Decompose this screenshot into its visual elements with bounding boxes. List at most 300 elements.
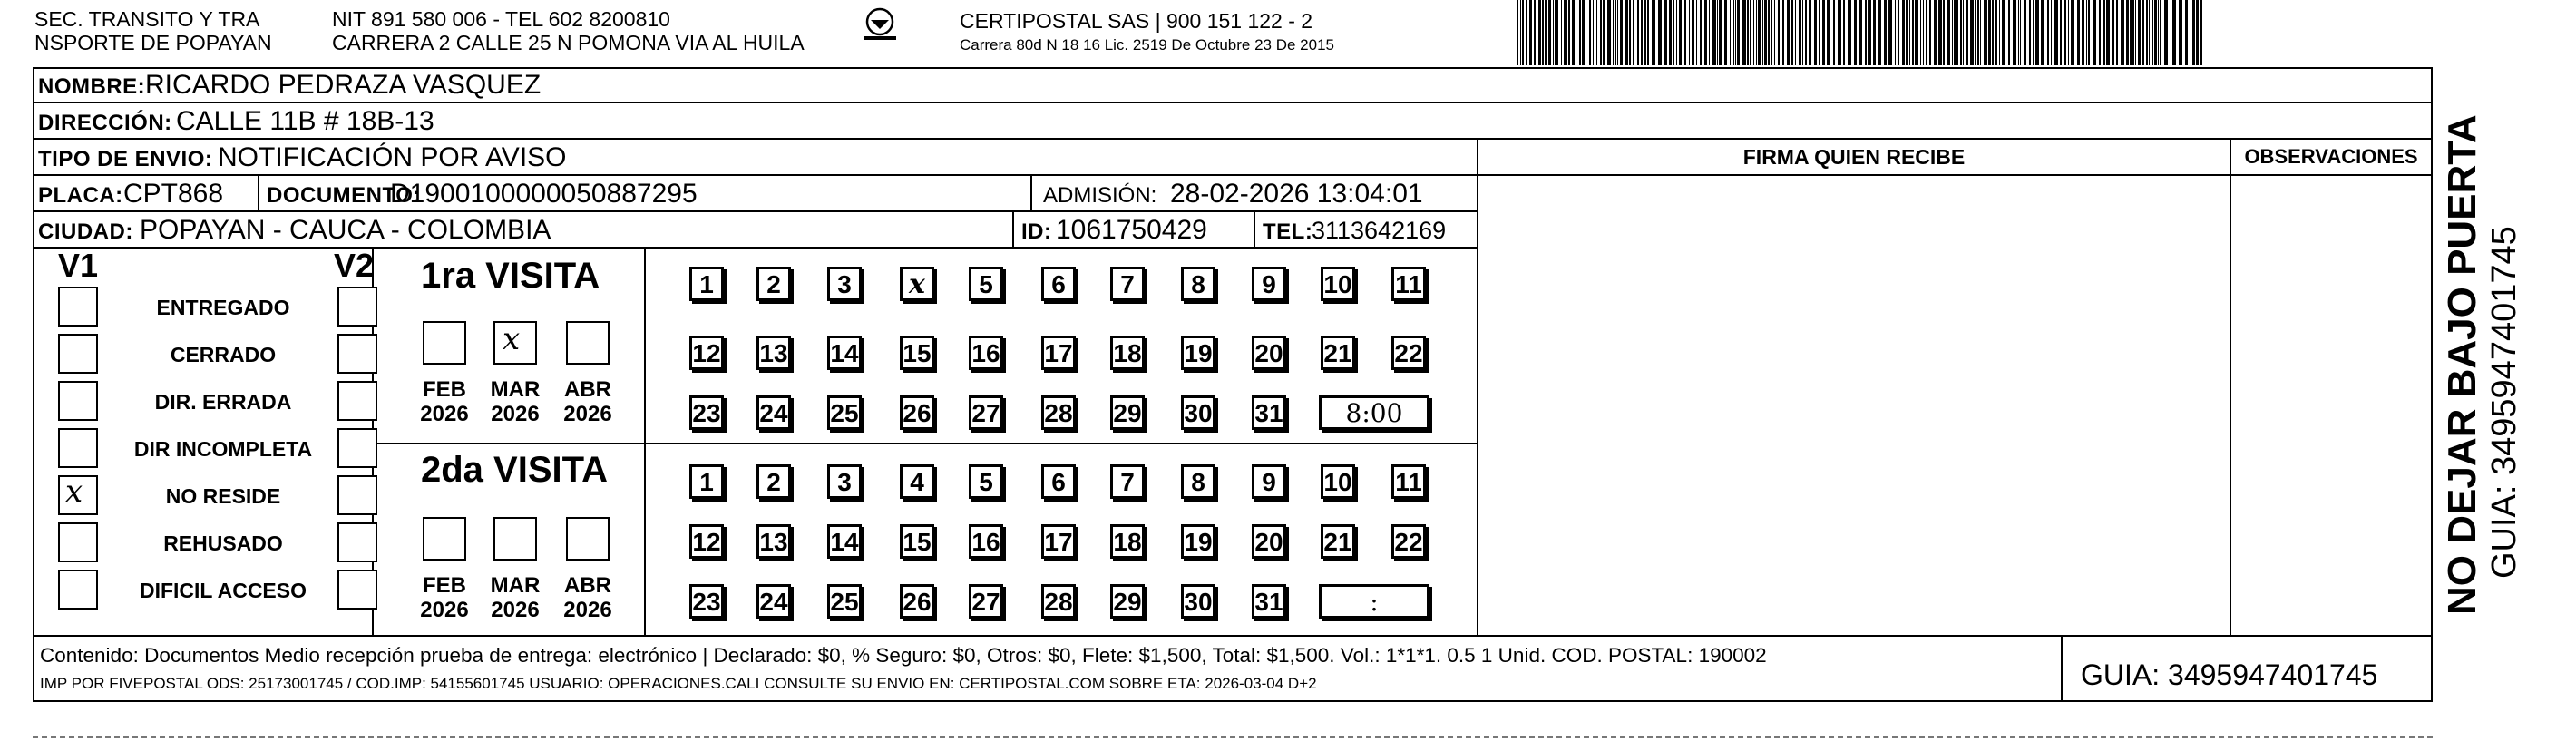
divider [1030, 176, 1032, 212]
barcode-bar [1906, 0, 1908, 65]
visit2-day-box[interactable]: 16 [969, 524, 1003, 559]
barcode-bar [1607, 0, 1611, 65]
visit2-day-box[interactable]: 31 [1252, 584, 1286, 619]
v2-checkbox[interactable] [337, 522, 377, 562]
v1-checkbox[interactable] [58, 334, 98, 374]
visit1-day-box[interactable]: 9 [1252, 267, 1286, 301]
visit2-month-label [488, 573, 542, 622]
barcode-bar [2088, 0, 2090, 65]
barcode-bar [1673, 0, 1674, 65]
visit1-title: 1ra VISITA [421, 256, 600, 296]
barcode-bar [1822, 0, 1825, 65]
visit1-day-box[interactable]: 22 [1391, 336, 1426, 370]
barcode-bar [1802, 0, 1803, 65]
row-ciudad [33, 212, 1477, 249]
visit2-day-box[interactable]: 26 [900, 584, 934, 619]
visit1-day-box[interactable]: 21 [1321, 336, 1355, 370]
barcode-bar [2068, 0, 2069, 65]
visit1-day-box[interactable]: 16 [969, 336, 1003, 370]
barcode-bar [1795, 0, 1796, 65]
visit2-day-box[interactable]: 17 [1041, 524, 1076, 559]
visit2-day-box[interactable]: 14 [827, 524, 862, 559]
visit1-month-label [417, 377, 472, 426]
barcode-bar [1848, 0, 1851, 65]
v1-checkbox[interactable] [58, 287, 98, 327]
visit2-day-box[interactable]: 2 [756, 464, 791, 499]
barcode-bar [1692, 0, 1694, 65]
barcode-bar [2029, 0, 2031, 65]
barcode-bar [2024, 0, 2026, 65]
barcode [1517, 0, 2206, 65]
barcode-bar [1641, 0, 1643, 65]
barcode-bar [1526, 0, 1527, 65]
v1-checkbox[interactable] [58, 475, 98, 515]
visit1-day-box[interactable]: 19 [1181, 336, 1215, 370]
barcode-bar [1712, 0, 1716, 65]
barcode-bar [2158, 0, 2159, 65]
barcode-bar [2132, 0, 2134, 65]
barcode-bar [2196, 0, 2199, 65]
status-label: DIR. ERRADA [154, 390, 292, 414]
barcode-bar [1629, 0, 1631, 65]
barcode-bar [1938, 0, 1942, 65]
row-tipo [33, 140, 1477, 176]
v2-checkbox[interactable] [337, 381, 377, 421]
v2-checkbox[interactable] [337, 570, 377, 610]
divider [1477, 176, 1478, 635]
nombre-label: NOMBRE: [38, 74, 146, 99]
visit2-day-box[interactable]: 8 [1181, 464, 1215, 499]
barcode-bar [2112, 0, 2113, 65]
visit1-day-box[interactable]: 25 [827, 395, 862, 430]
barcode-bar [2020, 0, 2021, 65]
visit2-day-box[interactable]: 29 [1110, 584, 1145, 619]
barcode-bar [1984, 0, 1987, 65]
visit1-day-box[interactable]: 18 [1110, 336, 1145, 370]
barcode-bar [1522, 0, 1524, 65]
visit2-day-box[interactable]: 12 [689, 524, 724, 559]
barcode-bar [1878, 0, 1881, 65]
barcode-bar [2002, 0, 2005, 65]
tel-value: 3113642169 [1312, 217, 1447, 244]
visit2-day-box[interactable]: 25 [827, 584, 862, 619]
barcode-bar [1868, 0, 1871, 65]
visit2-day-box[interactable]: 6 [1041, 464, 1076, 499]
barcode-bar [1799, 0, 1800, 65]
barcode-bar [1545, 0, 1547, 65]
barcode-bar [2033, 0, 2034, 65]
visit2-day-box[interactable]: 15 [900, 524, 934, 559]
visit2-month-checkbox[interactable] [566, 517, 610, 561]
firma-header: FIRMA QUIEN RECIBE [1477, 140, 2231, 176]
barcode-bar [1956, 0, 1958, 65]
visit2-day-box[interactable]: 4 [900, 464, 934, 499]
barcode-bar [1898, 0, 1899, 65]
visit2-day-box[interactable]: 11 [1391, 464, 1426, 499]
visit1-day-box-checked[interactable] [900, 267, 934, 301]
barcode-bar [1719, 0, 1722, 65]
ciudad-label: CIUDAD: [38, 219, 133, 244]
placa-value: CPT868 [123, 179, 224, 209]
divider [2061, 637, 2063, 702]
tipo-value: NOTIFICACIÓN POR AVISO [218, 142, 567, 172]
barcode-bar [2064, 0, 2066, 65]
barcode-bar [2054, 0, 2058, 65]
month-year: 2026 [491, 402, 540, 426]
barcode-bar [1644, 0, 1646, 65]
barcode-bar [2103, 0, 2105, 65]
visit2-day-box[interactable]: 5 [969, 464, 1003, 499]
month-name: MAR [490, 573, 541, 598]
barcode-bar [1929, 0, 1931, 65]
barcode-bar [1963, 0, 1964, 65]
barcode-bar [1572, 0, 1575, 65]
status-label: DIFICIL ACCESO [139, 579, 307, 602]
barcode-bar [1704, 0, 1707, 65]
documento-label: DOCUMENTO: [267, 183, 421, 208]
barcode-bar [1992, 0, 1994, 65]
visit1-day-box[interactable]: 1 [689, 267, 724, 301]
barcode-bar [2018, 0, 2019, 65]
barcode-bar [2172, 0, 2176, 65]
barcode-bar [2149, 0, 2150, 65]
visit2-day-box[interactable]: 18 [1110, 524, 1145, 559]
barcode-bar [1750, 0, 1751, 65]
month-name: FEB [423, 377, 466, 402]
barcode-bar [2192, 0, 2195, 65]
check-mark-icon: x [65, 473, 83, 510]
visit1-day-box[interactable]: 31 [1252, 395, 1286, 430]
v2-header: V2 [334, 247, 375, 284]
v2-checkbox[interactable] [337, 428, 377, 468]
id-value: 1061750429 [1056, 215, 1207, 245]
barcode-bar [1859, 0, 1862, 65]
sender-line-2: NSPORTE DE POPAYAN [34, 31, 272, 54]
visit2-day-box[interactable]: 3 [827, 464, 862, 499]
barcode-bar [1791, 0, 1793, 65]
ciudad-value: POPAYAN - CAUCA - COLOMBIA [140, 215, 551, 245]
barcode-bar [1778, 0, 1780, 65]
barcode-bar [1782, 0, 1784, 65]
barcode-bar [1658, 0, 1662, 65]
barcode-bar [1617, 0, 1618, 65]
barcode-bar [1915, 0, 1918, 65]
status-label: ENTREGADO [156, 296, 290, 319]
divider [258, 176, 259, 212]
barcode-bar [1669, 0, 1672, 65]
visit1-month-checkbox[interactable] [566, 321, 610, 365]
direccion-label: DIRECCIÓN: [38, 111, 172, 135]
barcode-bar [2121, 0, 2124, 65]
observaciones-header: OBSERVACIONES [2230, 140, 2433, 176]
month-name: ABR [564, 573, 611, 598]
barcode-bar [1995, 0, 1997, 65]
barcode-bar [1809, 0, 1811, 65]
barcode-bar [1895, 0, 1896, 65]
row-nombre [33, 67, 2433, 103]
barcode-bar [1689, 0, 1690, 65]
barcode-bar [2060, 0, 2062, 65]
barcode-bar [1943, 0, 1945, 65]
barcode-bar [1762, 0, 1763, 65]
v2-checkbox[interactable] [337, 334, 377, 374]
barcode-bar [1923, 0, 1924, 65]
barcode-bar [1934, 0, 1937, 65]
visit1-day-box[interactable]: 30 [1181, 395, 1215, 430]
barcode-bar [1529, 0, 1532, 65]
barcode-bar [1912, 0, 1914, 65]
barcode-bar [2113, 0, 2114, 65]
barcode-bar [1579, 0, 1581, 65]
courier-name: CERTIPOSTAL SAS | 900 151 122 - 2 [960, 9, 1313, 33]
barcode-bar [1724, 0, 1727, 65]
barcode-bar [1737, 0, 1740, 65]
visit2-day-box[interactable]: 23 [689, 584, 724, 619]
barcode-bar [1548, 0, 1551, 65]
v1-checkbox[interactable] [58, 428, 98, 468]
visit1-month-checkbox[interactable] [493, 321, 537, 365]
barcode-bar [1561, 0, 1562, 65]
visit1-day-box[interactable]: 11 [1391, 267, 1426, 301]
visit2-month-label [417, 573, 472, 622]
divider [1012, 212, 1014, 249]
status-label: CERRADO [170, 343, 277, 366]
visit2-day-box[interactable]: 13 [756, 524, 791, 559]
barcode-bar [1999, 0, 2000, 65]
barcode-bar [1838, 0, 1841, 65]
barcode-bar [1768, 0, 1770, 65]
barcode-bar [1926, 0, 1927, 65]
barcode-bar [2106, 0, 2110, 65]
barcode-bar [1902, 0, 1905, 65]
visit1-day-box[interactable]: 15 [900, 336, 934, 370]
barcode-bar [1827, 0, 1830, 65]
visit1-day-box[interactable]: 3 [827, 267, 862, 301]
visit2-title: 2da VISITA [421, 450, 608, 490]
barcode-bar [1613, 0, 1614, 65]
visit2-day-box[interactable]: 7 [1110, 464, 1145, 499]
visit2-day-box[interactable]: 19 [1181, 524, 1215, 559]
barcode-bar [1679, 0, 1682, 65]
visit2-month-checkbox[interactable] [423, 517, 466, 561]
barcode-bar [1873, 0, 1876, 65]
visit1-day-box[interactable]: 7 [1110, 267, 1145, 301]
visit1-day-box[interactable]: 14 [827, 336, 862, 370]
barcode-bar [2179, 0, 2182, 65]
barcode-bar [1568, 0, 1570, 65]
barcode-bar [1764, 0, 1767, 65]
divider [2431, 103, 2433, 702]
barcode-bar [1520, 0, 1521, 65]
barcode-bar [2041, 0, 2044, 65]
barcode-bar [1664, 0, 1667, 65]
visit1-day-box[interactable]: 29 [1110, 395, 1145, 430]
barcode-bar [1814, 0, 1817, 65]
visit2-day-box[interactable]: 20 [1252, 524, 1286, 559]
barcode-bar [2116, 0, 2118, 65]
visit1-time-box[interactable]: 8:00 [1319, 395, 1429, 430]
barcode-bar [1954, 0, 1956, 65]
barcode-bar [2130, 0, 2132, 65]
barcode-bar [1589, 0, 1591, 65]
barcode-bar [1676, 0, 1677, 65]
month-year: 2026 [420, 598, 469, 622]
id-label: ID: [1021, 219, 1052, 244]
barcode-bar [2077, 0, 2080, 65]
barcode-bar [1652, 0, 1655, 65]
visit1-day-box[interactable]: 10 [1321, 267, 1355, 301]
barcode-bar [1787, 0, 1790, 65]
tipo-label: TIPO DE ENVIO: [38, 147, 213, 171]
barcode-bar [1952, 0, 1953, 65]
barcode-bar [2135, 0, 2136, 65]
visit1-month-label [488, 377, 542, 426]
barcode-bar [1960, 0, 1962, 65]
divider [2230, 176, 2231, 635]
visit1-day-box[interactable]: 27 [969, 395, 1003, 430]
barcode-bar [1564, 0, 1567, 65]
visit1-day-box[interactable]: 23 [689, 395, 724, 430]
barcode-bar [2142, 0, 2144, 65]
barcode-bar [1555, 0, 1558, 65]
barcode-bar [1717, 0, 1718, 65]
visit1-month-checkbox[interactable] [423, 321, 466, 365]
barcode-bar [1966, 0, 1968, 65]
visit1-day-box[interactable]: 2 [756, 267, 791, 301]
barcode-bar [2051, 0, 2052, 65]
barcode-bar [1684, 0, 1686, 65]
barcode-bar [2071, 0, 2074, 65]
barcode-bar [1833, 0, 1835, 65]
month-year: 2026 [420, 402, 469, 426]
barcode-bar [1854, 0, 1857, 65]
v1-checkbox[interactable] [58, 381, 98, 421]
visit2-time-box[interactable]: : [1319, 584, 1429, 619]
barcode-bar [1988, 0, 1991, 65]
visit2-day-box[interactable]: 21 [1321, 524, 1355, 559]
visit1-day-box[interactable]: 5 [969, 267, 1003, 301]
barcode-bar [1620, 0, 1623, 65]
barcode-bar [1733, 0, 1734, 65]
v1-checkbox[interactable] [58, 522, 98, 562]
sender-address: CARRERA 2 CALLE 25 N POMONA VIA AL HUILA [332, 31, 805, 54]
v2-checkbox[interactable] [337, 287, 377, 327]
barcode-bar [2138, 0, 2141, 65]
barcode-bar [1633, 0, 1634, 65]
month-name: MAR [490, 377, 541, 402]
footer-guia: GUIA: 3495947401745 [2081, 658, 2378, 691]
v1-header: V1 [58, 247, 99, 284]
barcode-bar [1970, 0, 1974, 65]
barcode-bar [1730, 0, 1731, 65]
visit2-day-box[interactable]: 1 [689, 464, 724, 499]
visit1-day-box[interactable]: 12 [689, 336, 724, 370]
visit1-day-box[interactable]: 8 [1181, 267, 1215, 301]
sender-nit: NIT 891 580 006 - TEL 602 8200810 [332, 7, 670, 31]
barcode-bar [1819, 0, 1820, 65]
barcode-bar [1637, 0, 1639, 65]
visit2-day-box[interactable]: 9 [1252, 464, 1286, 499]
barcode-bar [1553, 0, 1554, 65]
visit1-day-box[interactable]: 26 [900, 395, 934, 430]
row-direccion [33, 103, 2433, 140]
divider [374, 443, 1477, 444]
barcode-bar [1771, 0, 1772, 65]
visit1-day-box[interactable]: 24 [756, 395, 791, 430]
visit2-day-box[interactable]: 10 [1321, 464, 1355, 499]
visit1-day-box[interactable]: 17 [1041, 336, 1076, 370]
barcode-bar [1756, 0, 1757, 65]
nombre-value: RICARDO PEDRAZA VASQUEZ [145, 70, 542, 100]
visit2-month-checkbox[interactable] [493, 517, 537, 561]
visit2-day-box[interactable]: 22 [1391, 524, 1426, 559]
barcode-bar [2082, 0, 2084, 65]
direccion-value: CALLE 11B # 18B-13 [176, 106, 434, 136]
barcode-bar [1977, 0, 1979, 65]
barcode-bar [1538, 0, 1541, 65]
barcode-bar [2146, 0, 2148, 65]
admision-value: 28-02-2026 13:04:01 [1170, 179, 1423, 209]
visit1-day-box[interactable]: 6 [1041, 267, 1076, 301]
barcode-bar [1865, 0, 1867, 65]
barcode-bar [1800, 0, 1801, 65]
visit2-day-box[interactable]: 30 [1181, 584, 1215, 619]
barcode-bar [1735, 0, 1736, 65]
check-mark-icon: x [909, 268, 925, 300]
barcode-bar [1753, 0, 1754, 65]
barcode-bar [1805, 0, 1807, 65]
barcode-bar [1625, 0, 1628, 65]
no-dejar-bajo-puerta: NO DEJAR BAJO PUERTA [2440, 114, 2484, 615]
certipostal-logo-icon [862, 5, 898, 42]
footer-contenido: Contenido: Documentos Medio recepción prueba de entrega: electrónico | Declarado: $0, % Seguro: $0, Otros: $0, Flete: $1,500, Total: $1,500. Vol.: 1*1*1. 0.5 1 Unid. COD. POSTAL: 190002 [40, 644, 1767, 667]
barcode-bar [1843, 0, 1845, 65]
row-placa [33, 176, 1477, 212]
barcode-bar [2008, 0, 2010, 65]
barcode-bar [2035, 0, 2039, 65]
v2-checkbox[interactable] [337, 475, 377, 515]
placa-label: PLACA: [38, 183, 123, 208]
barcode-bar [1980, 0, 1981, 65]
status-label: REHUSADO [163, 532, 283, 555]
barcode-bar [2099, 0, 2101, 65]
barcode-bar [2185, 0, 2188, 65]
barcode-bar [1582, 0, 1585, 65]
visit1-day-box[interactable]: 13 [756, 336, 791, 370]
status-label: NO RESIDE [165, 484, 281, 508]
check-mark-icon: x [503, 321, 521, 357]
visit1-day-box[interactable]: 28 [1041, 395, 1076, 430]
visit2-day-box[interactable]: 24 [756, 584, 791, 619]
barcode-bar [2154, 0, 2157, 65]
visit1-day-box[interactable]: 20 [1252, 336, 1286, 370]
v1-checkbox[interactable] [58, 570, 98, 610]
documento-value: D1900100000050887295 [390, 179, 698, 209]
visit2-day-box[interactable]: 28 [1041, 584, 1076, 619]
barcode-bar [1603, 0, 1605, 65]
barcode-bar [1600, 0, 1602, 65]
barcode-bar [2047, 0, 2049, 65]
visit2-day-box[interactable]: 27 [969, 584, 1003, 619]
sender-line-1: SEC. TRANSITO Y TRA [34, 7, 260, 31]
barcode-bar [1909, 0, 1910, 65]
divider [1254, 212, 1255, 249]
barcode-bar [1920, 0, 1921, 65]
barcode-bar [1774, 0, 1775, 65]
side-guia: GUIA: 3495947401745 [2485, 226, 2523, 579]
barcode-bar [1888, 0, 1892, 65]
barcode-bar [2093, 0, 2096, 65]
